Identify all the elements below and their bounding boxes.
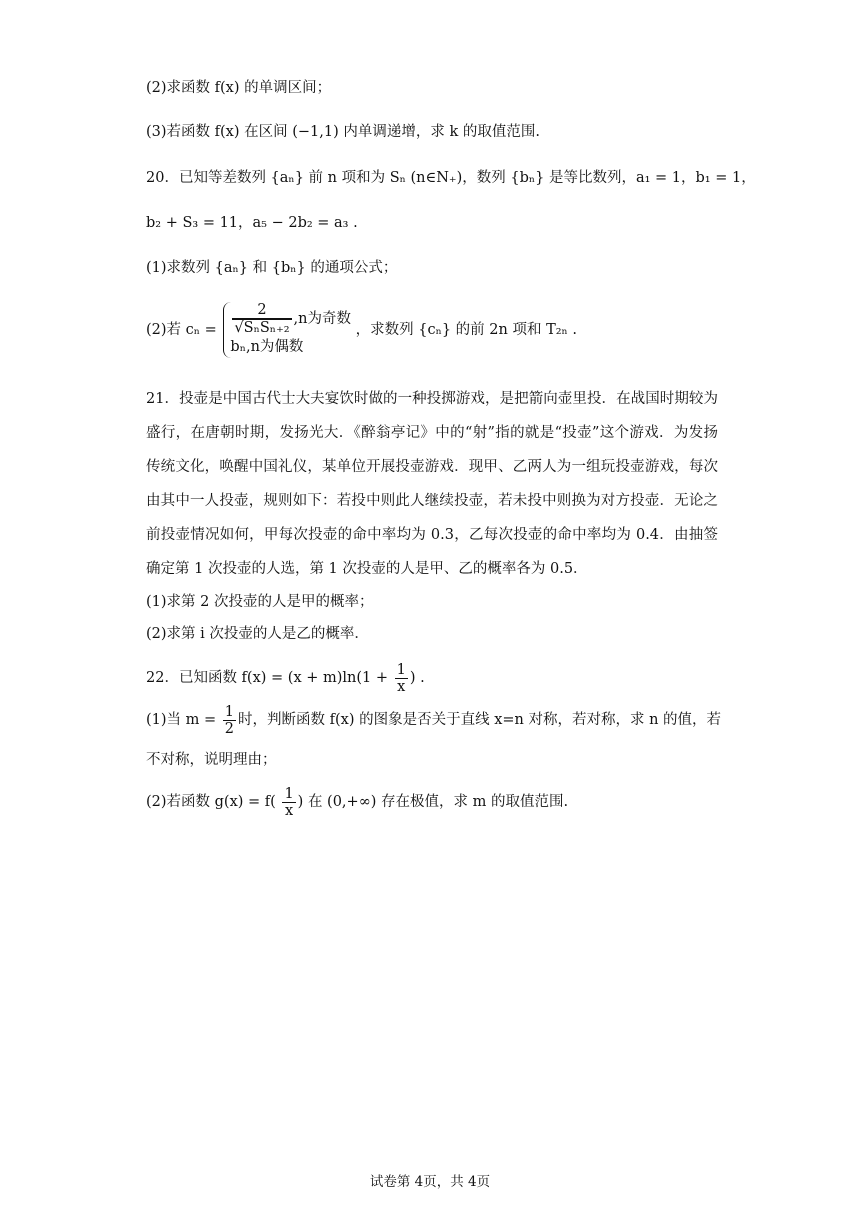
fraction-numerator: 1 [396,661,406,678]
q22-stem [146,660,425,696]
q20-part1: (1)求数列 {aₙ} 和 {bₙ} 的通项公式； [146,260,398,276]
piecewise-brace [223,302,351,358]
q22-part2-suffix: ) 在 (0,+∞) 存在极值，求 m 的取值范围. [297,794,569,810]
case-odd-condition: ,n为奇数 [293,311,351,327]
q20-part2-prefix: (2)若 cₙ = [146,322,217,338]
q22-part1-suffix: 时，判断函数 f(x) 的图象是否关于直线 x=n 对称，若对称，求 n 的值，若 [238,712,722,728]
q21-part2: (2)求第 i 次投壶的人是乙的概率． [146,626,369,642]
piecewise-case-even: bₙ,n为偶数 [230,339,304,355]
q20-conditions: b₂ + S₃ = 11，a₅ − 2b₂ = a₃ . [146,215,358,231]
q22-stem-suffix: ) . [409,670,425,686]
q19-part2: (2)求函数 f(x) 的单调区间； [146,80,332,96]
q21-part1: (1)求第 2 次投壶的人是甲的概率； [146,594,374,610]
q21-stem: 21．投壶是中国古代士大夫宴饮时做的一种投掷游戏，是把箭向壶里投．在战国时期较为盛行，在唐朝时期，发扬光大．《醉翁亭记》中的“射”指的就是“投壶”这个游戏．为发扬传统文化，唤醒中国礼仪，某单位开展投壶游戏．现甲、乙两人为一组玩投壶游戏，每次由其中一人投壶，规则如下：若投中则此人继续投壶，若未投中则换为对方投壶．无论之前投壶情况如何，甲每次投壶的命中率均为 0.3，乙每次投壶的命中率均为 0.4．由抽签确定第 1 次投壶的人选，第 1 次投壶的人是甲、乙的概率各为 0.5． [146,391,718,577]
fraction-numerator: 1 [284,785,294,802]
fraction-denominator: 2 [224,720,235,737]
q22-part2-prefix: (2)若函数 g(x) = f( [146,794,276,810]
fraction [223,704,236,737]
piecewise-case-odd [230,302,351,336]
q22-stem-prefix: 22．已知函数 f(x) = (x + m)ln(1 + [146,670,389,686]
fraction-denominator: x [397,678,406,695]
q22-part1-continued: 不对称，说明理由； [146,752,277,768]
q20-part2-suffix: ，求数列 {cₙ} 的前 2n 项和 T₂ₙ . [355,322,578,338]
q22-part1-prefix: (1)当 m = [146,712,217,728]
q22-part2 [146,784,568,820]
q20-stem: 20．已知等差数列 {aₙ} 前 n 项和为 Sₙ (n∈N₊)，数列 {bₙ} 是等比数列，a₁ = 1，b₁ = 1， [146,170,756,186]
fraction [232,302,291,336]
fraction-denominator: √SₙSₙ₊₂ [234,320,290,336]
fraction-numerator: 1 [224,703,235,720]
q20-part2 [146,302,577,358]
fraction [282,786,295,819]
fraction-denominator: x [284,802,294,819]
q19-part3: (3)若函数 f(x) 在区间 (−1,1) 内单调递增，求 k 的取值范围. [146,124,540,140]
q22-part1 [146,702,721,738]
page-footer: 试卷第 4页，共 4页 [369,1174,491,1190]
fraction-numerator: 2 [232,302,291,319]
fraction [395,662,408,695]
